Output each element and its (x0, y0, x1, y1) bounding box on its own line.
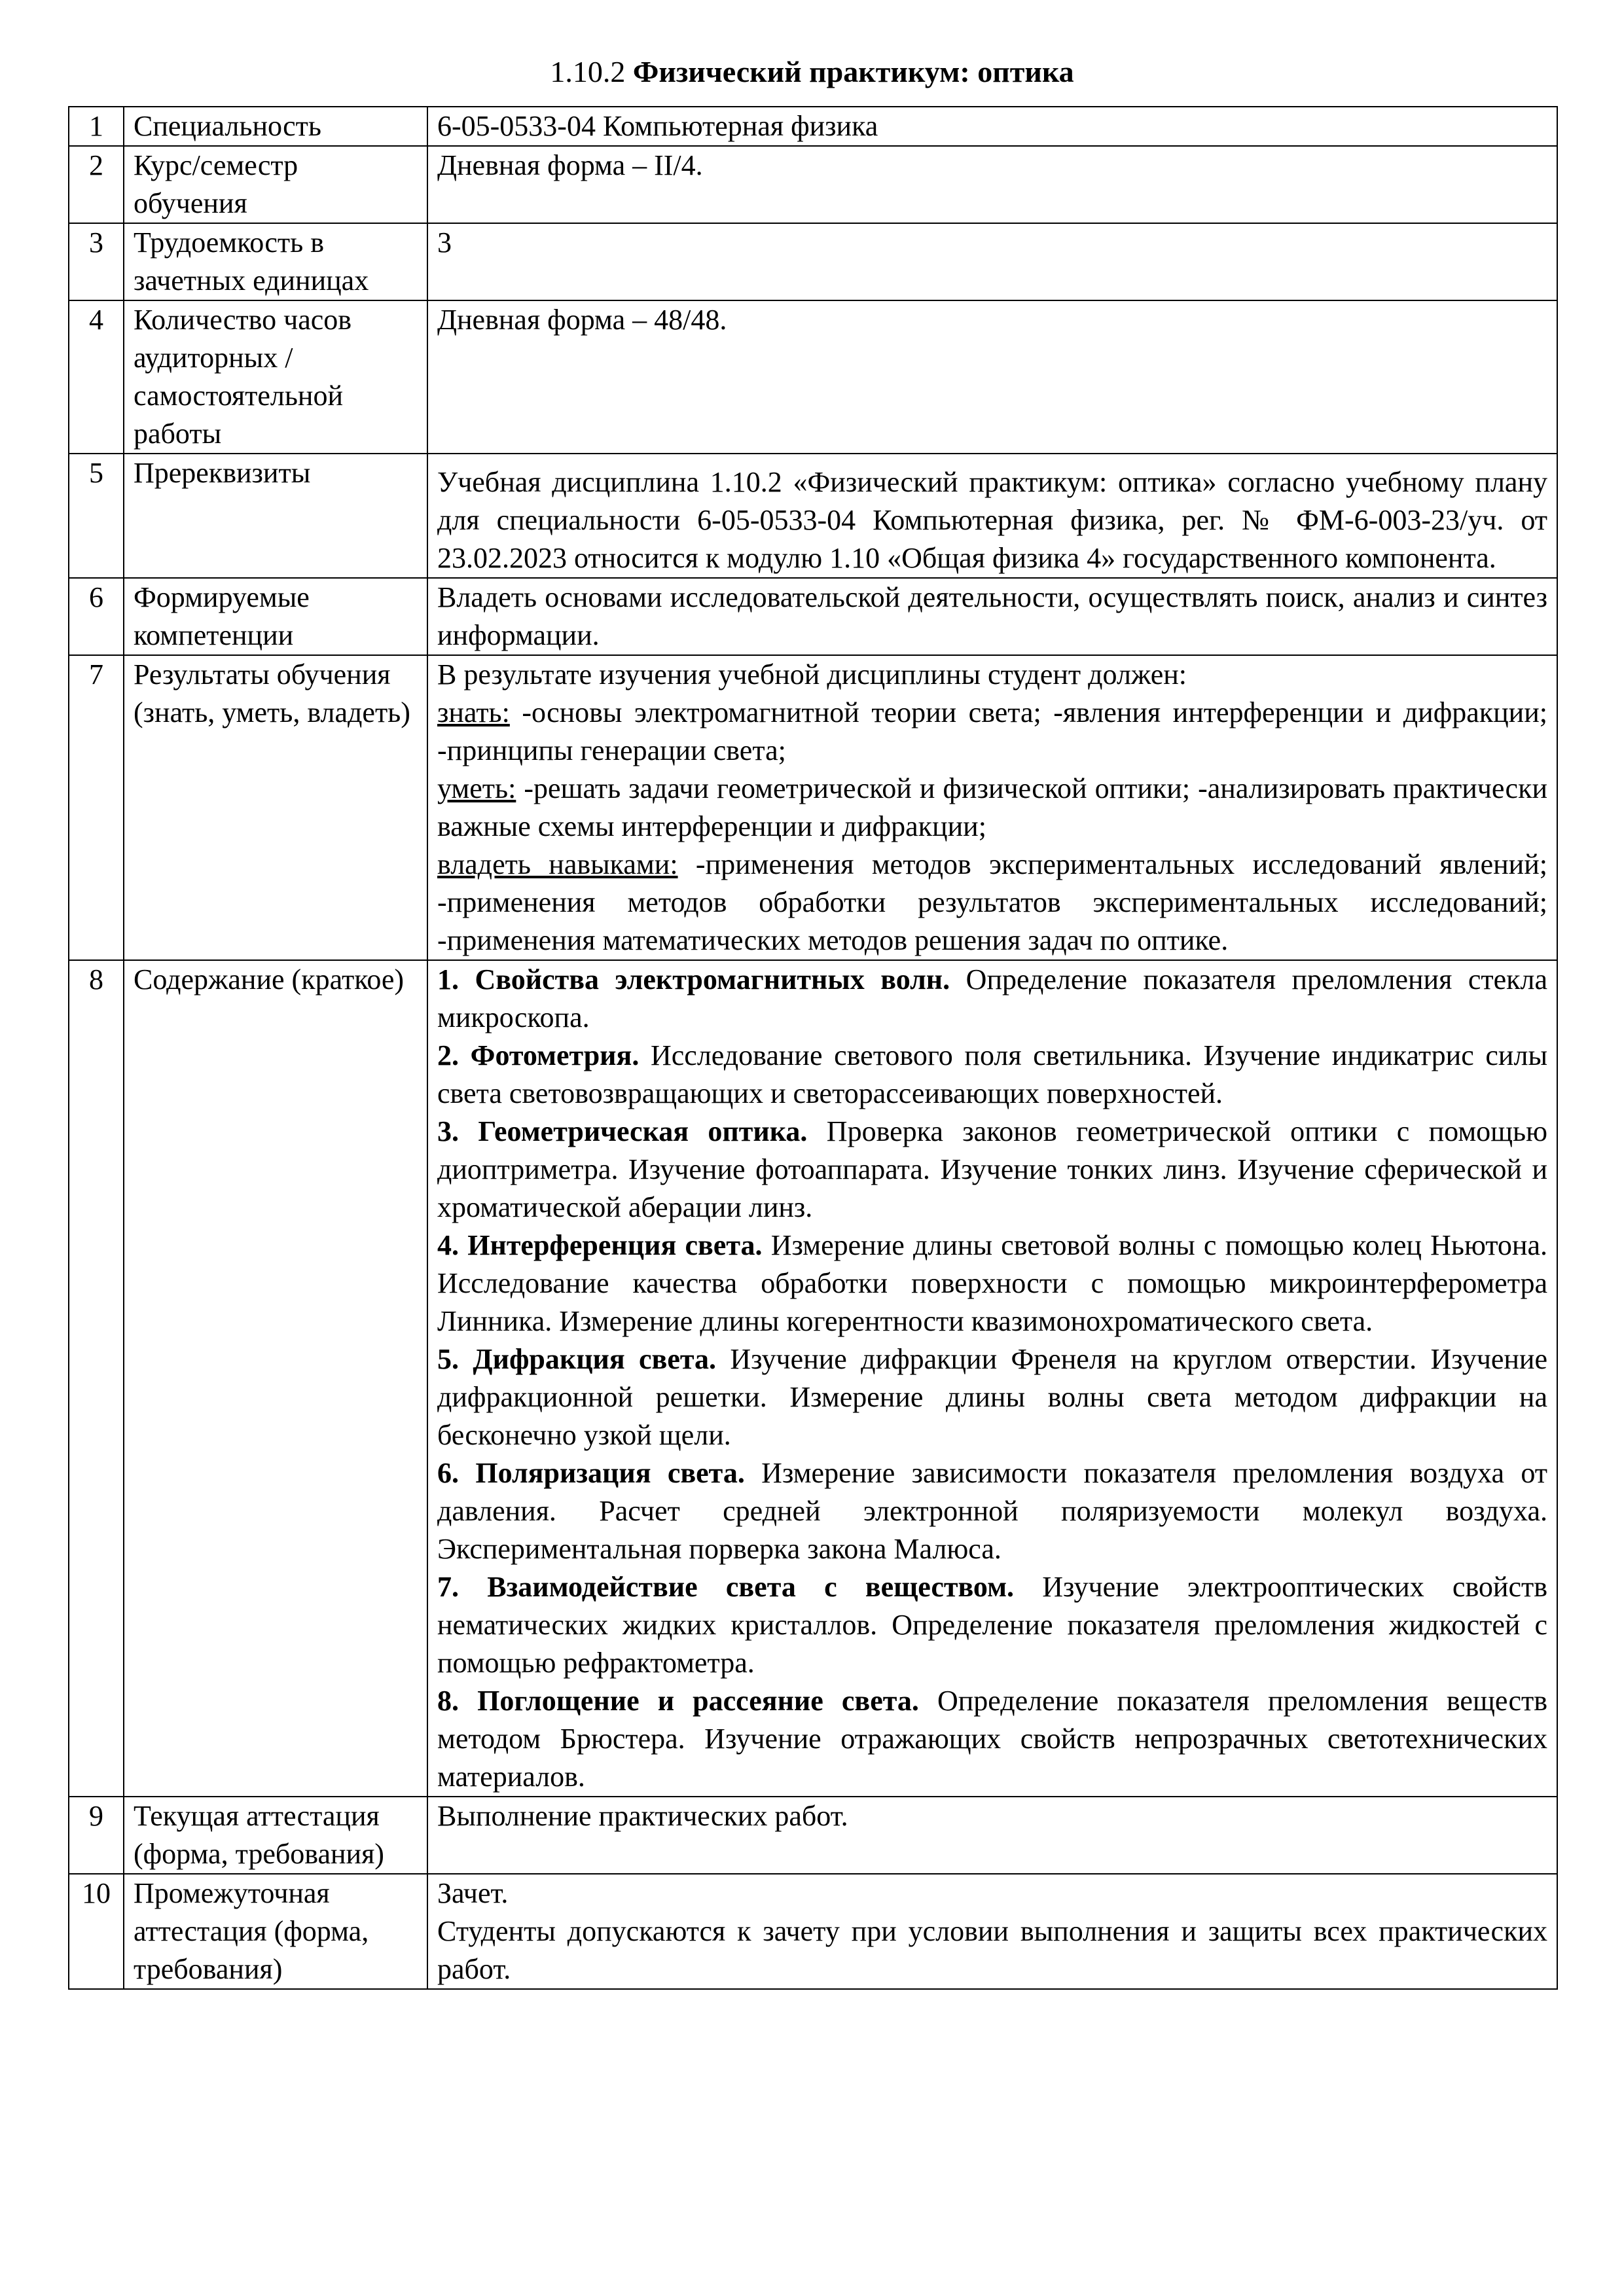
title-number: 1.10.2 (550, 55, 626, 88)
topic-head: 8. Поглощение и рассеяние света. (437, 1685, 919, 1717)
row-number: 9 (69, 1797, 124, 1874)
row-value (427, 1874, 1557, 1989)
topic-head: 6. Поляризация света. (437, 1457, 745, 1489)
topic-text: Изучение дифракции Френеля на круглом отверстии. Изучение дифракционной решетки. Измерение длины волны света методом дифракции на бесконечно узкой щели. (437, 1343, 1547, 1451)
topic-text: Измерение длины световой волны с помощью колец Ньютона. Исследование качества обработки поверхности с помощью микроинтерферометра Линника. Измерение длины когерентности квазимонохроматического света. (437, 1229, 1547, 1337)
table-row (69, 1797, 1557, 1874)
topic-head: 4. Интерференция света. (437, 1229, 763, 1261)
outcome-text: -применения методов экспериментальных исследований явлений; -применения методов обработки результатов экспериментальных исследований; -применения математических методов решения задач по оптике. (437, 848, 1547, 956)
row-label: Содержание (краткое) (124, 960, 427, 1797)
row-label: Результаты обучения (знать, уметь, владеть) (124, 655, 427, 960)
row-number: 3 (69, 223, 124, 300)
table-row (69, 223, 1557, 300)
page-title (0, 54, 1624, 90)
topic-text: Изучение электрооптических свойств нематических жидких кристаллов. Определение показателя преломления жидкостей с помощью рефрактометра. (437, 1571, 1547, 1679)
row-value: Дневная форма – 48/48. (427, 300, 1557, 454)
row-label: Промежуточная аттестация (форма, требования) (124, 1874, 427, 1989)
topic-text: Определение показателя преломления веществ методом Брюстера. Изучение отражающих свойств непрозрачных светотехнических материалов. (437, 1685, 1547, 1793)
topic-head: 1. Свойства электромагнитных волн. (437, 963, 950, 996)
assessment-requirement: Студенты допускаются к зачету при условии выполнения и защиты всех практических работ. (437, 1915, 1547, 1985)
outcome-key: знать: (437, 696, 510, 728)
row-number: 2 (69, 146, 124, 223)
row-number: 6 (69, 578, 124, 655)
row-number: 8 (69, 960, 124, 1797)
topic-item (437, 1340, 1547, 1454)
row-number: 4 (69, 300, 124, 454)
outcome-key: владеть навыками: (437, 848, 678, 880)
row-value (427, 960, 1557, 1797)
row-value: 6-05-0533-04 Компьютерная физика (427, 107, 1557, 146)
row-label: Курс/семестр обучения (124, 146, 427, 223)
row-label: Пререквизиты (124, 454, 427, 578)
table-row (69, 300, 1557, 454)
row-number: 1 (69, 107, 124, 146)
table-row (69, 960, 1557, 1797)
assessment-form: Зачет. (437, 1877, 509, 1909)
row-number: 7 (69, 655, 124, 960)
table-row (69, 146, 1557, 223)
topic-head: 2. Фотометрия. (437, 1039, 640, 1071)
row-label: Текущая аттестация (форма, требования) (124, 1797, 427, 1874)
row-number: 5 (69, 454, 124, 578)
row-label: Формируемые компетенции (124, 578, 427, 655)
topic-item (437, 1454, 1547, 1568)
outcome-skills (437, 846, 1547, 960)
outcome-know (437, 694, 1547, 770)
topic-head: 7. Взаимодействие света с веществом. (437, 1571, 1015, 1603)
table-row (69, 454, 1557, 578)
course-table (68, 106, 1558, 1990)
outcome-text: -решать задачи геометрической и физической оптики; -анализировать практически важные схемы интерференции и дифракции; (437, 772, 1547, 842)
topic-text: Проверка законов геометрической оптики с помощью диоптриметра. Изучение фотоаппарата. Изучение тонких линз. Изучение сферической и хроматической аберации линз. (437, 1115, 1547, 1223)
topic-text: Исследование светового поля светильника. Изучение индикатрис силы света световозвращающих и светорассеивающих поверхностей. (437, 1039, 1547, 1109)
row-label: Количество часов аудиторных / самостоятельной работы (124, 300, 427, 454)
title-name: Физический практикум: оптика (632, 55, 1074, 88)
outcomes-intro: В результате изучения учебной дисциплины студент должен: (437, 658, 1187, 691)
outcome-can (437, 770, 1547, 846)
topic-head: 5. Дифракция света. (437, 1343, 716, 1375)
topic-item (437, 1037, 1547, 1113)
topic-item (437, 1227, 1547, 1340)
row-label: Специальность (124, 107, 427, 146)
topic-head: 3. Геометрическая оптика. (437, 1115, 808, 1147)
row-value: Владеть основами исследовательской деятельности, осуществлять поиск, анализ и синтез информации. (427, 578, 1557, 655)
row-value (427, 655, 1557, 960)
table-row (69, 578, 1557, 655)
row-label: Трудоемкость в зачетных единицах (124, 223, 427, 300)
outcome-text: -основы электромагнитной теории света; -явления интерференции и дифракции; -принципы генерации света; (437, 696, 1547, 766)
row-value: Выполнение практических работ. (427, 1797, 1557, 1874)
topic-text: Измерение зависимости показателя преломления воздуха от давления. Расчет средней электронной поляризуемости молекул воздуха. Экспериментальная порверка закона Малюса. (437, 1457, 1547, 1565)
outcome-key: уметь: (437, 772, 516, 804)
topic-item (437, 1113, 1547, 1227)
topic-item (437, 961, 1547, 1037)
row-number: 10 (69, 1874, 124, 1989)
row-value: 3 (427, 223, 1557, 300)
table-row (69, 1874, 1557, 1989)
table-row (69, 655, 1557, 960)
row-value: Учебная дисциплина 1.10.2 «Физический практикум: оптика» согласно учебному плану для специальности 6-05-0533-04 Компьютерная физика, рег. № ФМ-6-003-23/уч. от 23.02.2023 относится к модулю 1.10 «Общая физика 4» государственного компонента. (427, 454, 1557, 578)
topic-item (437, 1568, 1547, 1682)
table-row (69, 107, 1557, 146)
topic-item (437, 1682, 1547, 1796)
row-value: Дневная форма – II/4. (427, 146, 1557, 223)
topic-text: Определение показателя преломления стекла микроскопа. (437, 963, 1547, 1033)
